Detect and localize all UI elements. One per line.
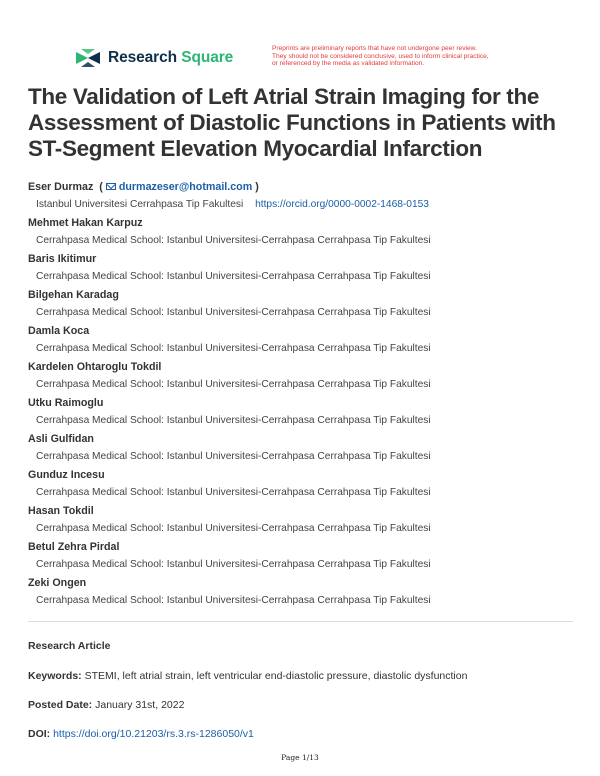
posted-date-text: January 31st, 2022: [95, 699, 185, 711]
doi-label: DOI:: [28, 728, 51, 740]
research-square-logo[interactable]: [75, 48, 233, 68]
author-entry: [28, 538, 588, 574]
author-name: Hasan Tokdil: [28, 505, 94, 517]
preprint-notice: [272, 45, 572, 68]
author-entry: [28, 214, 588, 250]
author-entry: [28, 322, 588, 358]
affiliation-text: Istanbul Universitesi Cerrahpasa Tip Fakultesi: [36, 199, 244, 210]
doi-link[interactable]: https://doi.org/10.21203/rs.3.rs-1286050/v1: [53, 728, 254, 740]
notice-line: Preprints are preliminary reports that have not undergone peer review.: [272, 45, 477, 52]
author-entry: [28, 502, 588, 538]
author-name-text: Eser Durmaz: [28, 181, 94, 193]
author-affiliation: Cerrahpasa Medical School: Istanbul Universitesi-Cerrahpasa Cerrahpasa Tip Fakultesi: [36, 487, 431, 498]
article-type-text: Research Article: [28, 640, 111, 652]
author-name: Betul Zehra Pirdal: [28, 541, 120, 553]
author-name: Gunduz Incesu: [28, 469, 105, 481]
author-email-link[interactable]: durmazeser@hotmail.com: [118, 181, 253, 193]
author-affiliation: Cerrahpasa Medical School: Istanbul Universitesi-Cerrahpasa Cerrahpasa Tip Fakultesi: [36, 559, 431, 570]
author-entry: [28, 466, 588, 502]
posted-date: [28, 699, 184, 711]
author-name: Mehmet Hakan Karpuz: [28, 217, 143, 229]
author-affiliation: Cerrahpasa Medical School: Istanbul Universitesi-Cerrahpasa Cerrahpasa Tip Fakultesi: [36, 235, 431, 246]
author-entry: [28, 430, 588, 466]
author-name: Kardelen Ohtaroglu Tokdil: [28, 361, 162, 373]
author-name: Bilgehan Karadag: [28, 289, 119, 301]
keywords-text: STEMI, left atrial strain, left ventricular end-diastolic pressure, diastolic dysfunction: [84, 670, 468, 682]
posted-date-label: Posted Date:: [28, 699, 93, 711]
page-header: [0, 0, 600, 80]
author-affiliation: Cerrahpasa Medical School: Istanbul Universitesi-Cerrahpasa Cerrahpasa Tip Fakultesi: [36, 307, 431, 318]
author-affiliation: Cerrahpasa Medical School: Istanbul Universitesi-Cerrahpasa Cerrahpasa Tip Fakultesi: [36, 379, 431, 390]
research-square-logo-icon: [75, 48, 101, 68]
orcid-link[interactable]: https://orcid.org/0000-0002-1468-0153: [255, 199, 429, 210]
paren-close: ): [255, 181, 259, 193]
paren-open: (: [99, 181, 103, 193]
email-icon: [106, 183, 116, 190]
notice-line: or referenced by the media as validated information.: [272, 60, 425, 68]
author-affiliation: Cerrahpasa Medical School: Istanbul Universitesi-Cerrahpasa Cerrahpasa Tip Fakultesi: [36, 595, 431, 606]
author-name: Damla Koca: [28, 325, 90, 337]
author-affiliation: Cerrahpasa Medical School: Istanbul Universitesi-Cerrahpasa Cerrahpasa Tip Fakultesi: [36, 451, 431, 462]
author-entry: [28, 286, 588, 322]
logo-wordmark: Research Square: [108, 49, 234, 66]
author-name: Baris Ikitimur: [28, 253, 97, 265]
author-affiliation: [28, 196, 588, 214]
author-entry: [28, 394, 588, 430]
author-name: Zeki Ongen: [28, 577, 87, 589]
notice-line: They should not be considered conclusive, used to inform clinical practice,: [272, 52, 489, 60]
author-affiliation: Cerrahpasa Medical School: Istanbul Universitesi-Cerrahpasa Cerrahpasa Tip Fakultesi: [36, 271, 431, 282]
section-divider: [28, 621, 573, 622]
author-affiliation: Cerrahpasa Medical School: Istanbul Universitesi-Cerrahpasa Cerrahpasa Tip Fakultesi: [36, 523, 431, 534]
keywords-label: Keywords:: [28, 670, 82, 682]
paper-title: The Validation of Left Atrial Strain Imaging for the Assessment of Diastolic Functions in Patients with ST-Segment Elevation Myocardial Infarction: [28, 84, 556, 161]
author-entry: [28, 574, 588, 610]
author-entry: [28, 178, 588, 214]
keywords: [28, 670, 467, 682]
doi: [28, 728, 254, 740]
author-entry: [28, 250, 588, 286]
author-list: [28, 178, 588, 610]
author-name: [28, 178, 588, 196]
author-name: Utku Raimoglu: [28, 397, 104, 409]
article-type: [28, 640, 111, 652]
author-name: Asli Gulfidan: [28, 433, 94, 445]
author-entry: [28, 358, 588, 394]
author-affiliation: Cerrahpasa Medical School: Istanbul Universitesi-Cerrahpasa Cerrahpasa Tip Fakultesi: [36, 343, 431, 354]
page-number: Page 1/13: [281, 753, 319, 762]
author-affiliation: Cerrahpasa Medical School: Istanbul Universitesi-Cerrahpasa Cerrahpasa Tip Fakultesi: [36, 415, 431, 426]
